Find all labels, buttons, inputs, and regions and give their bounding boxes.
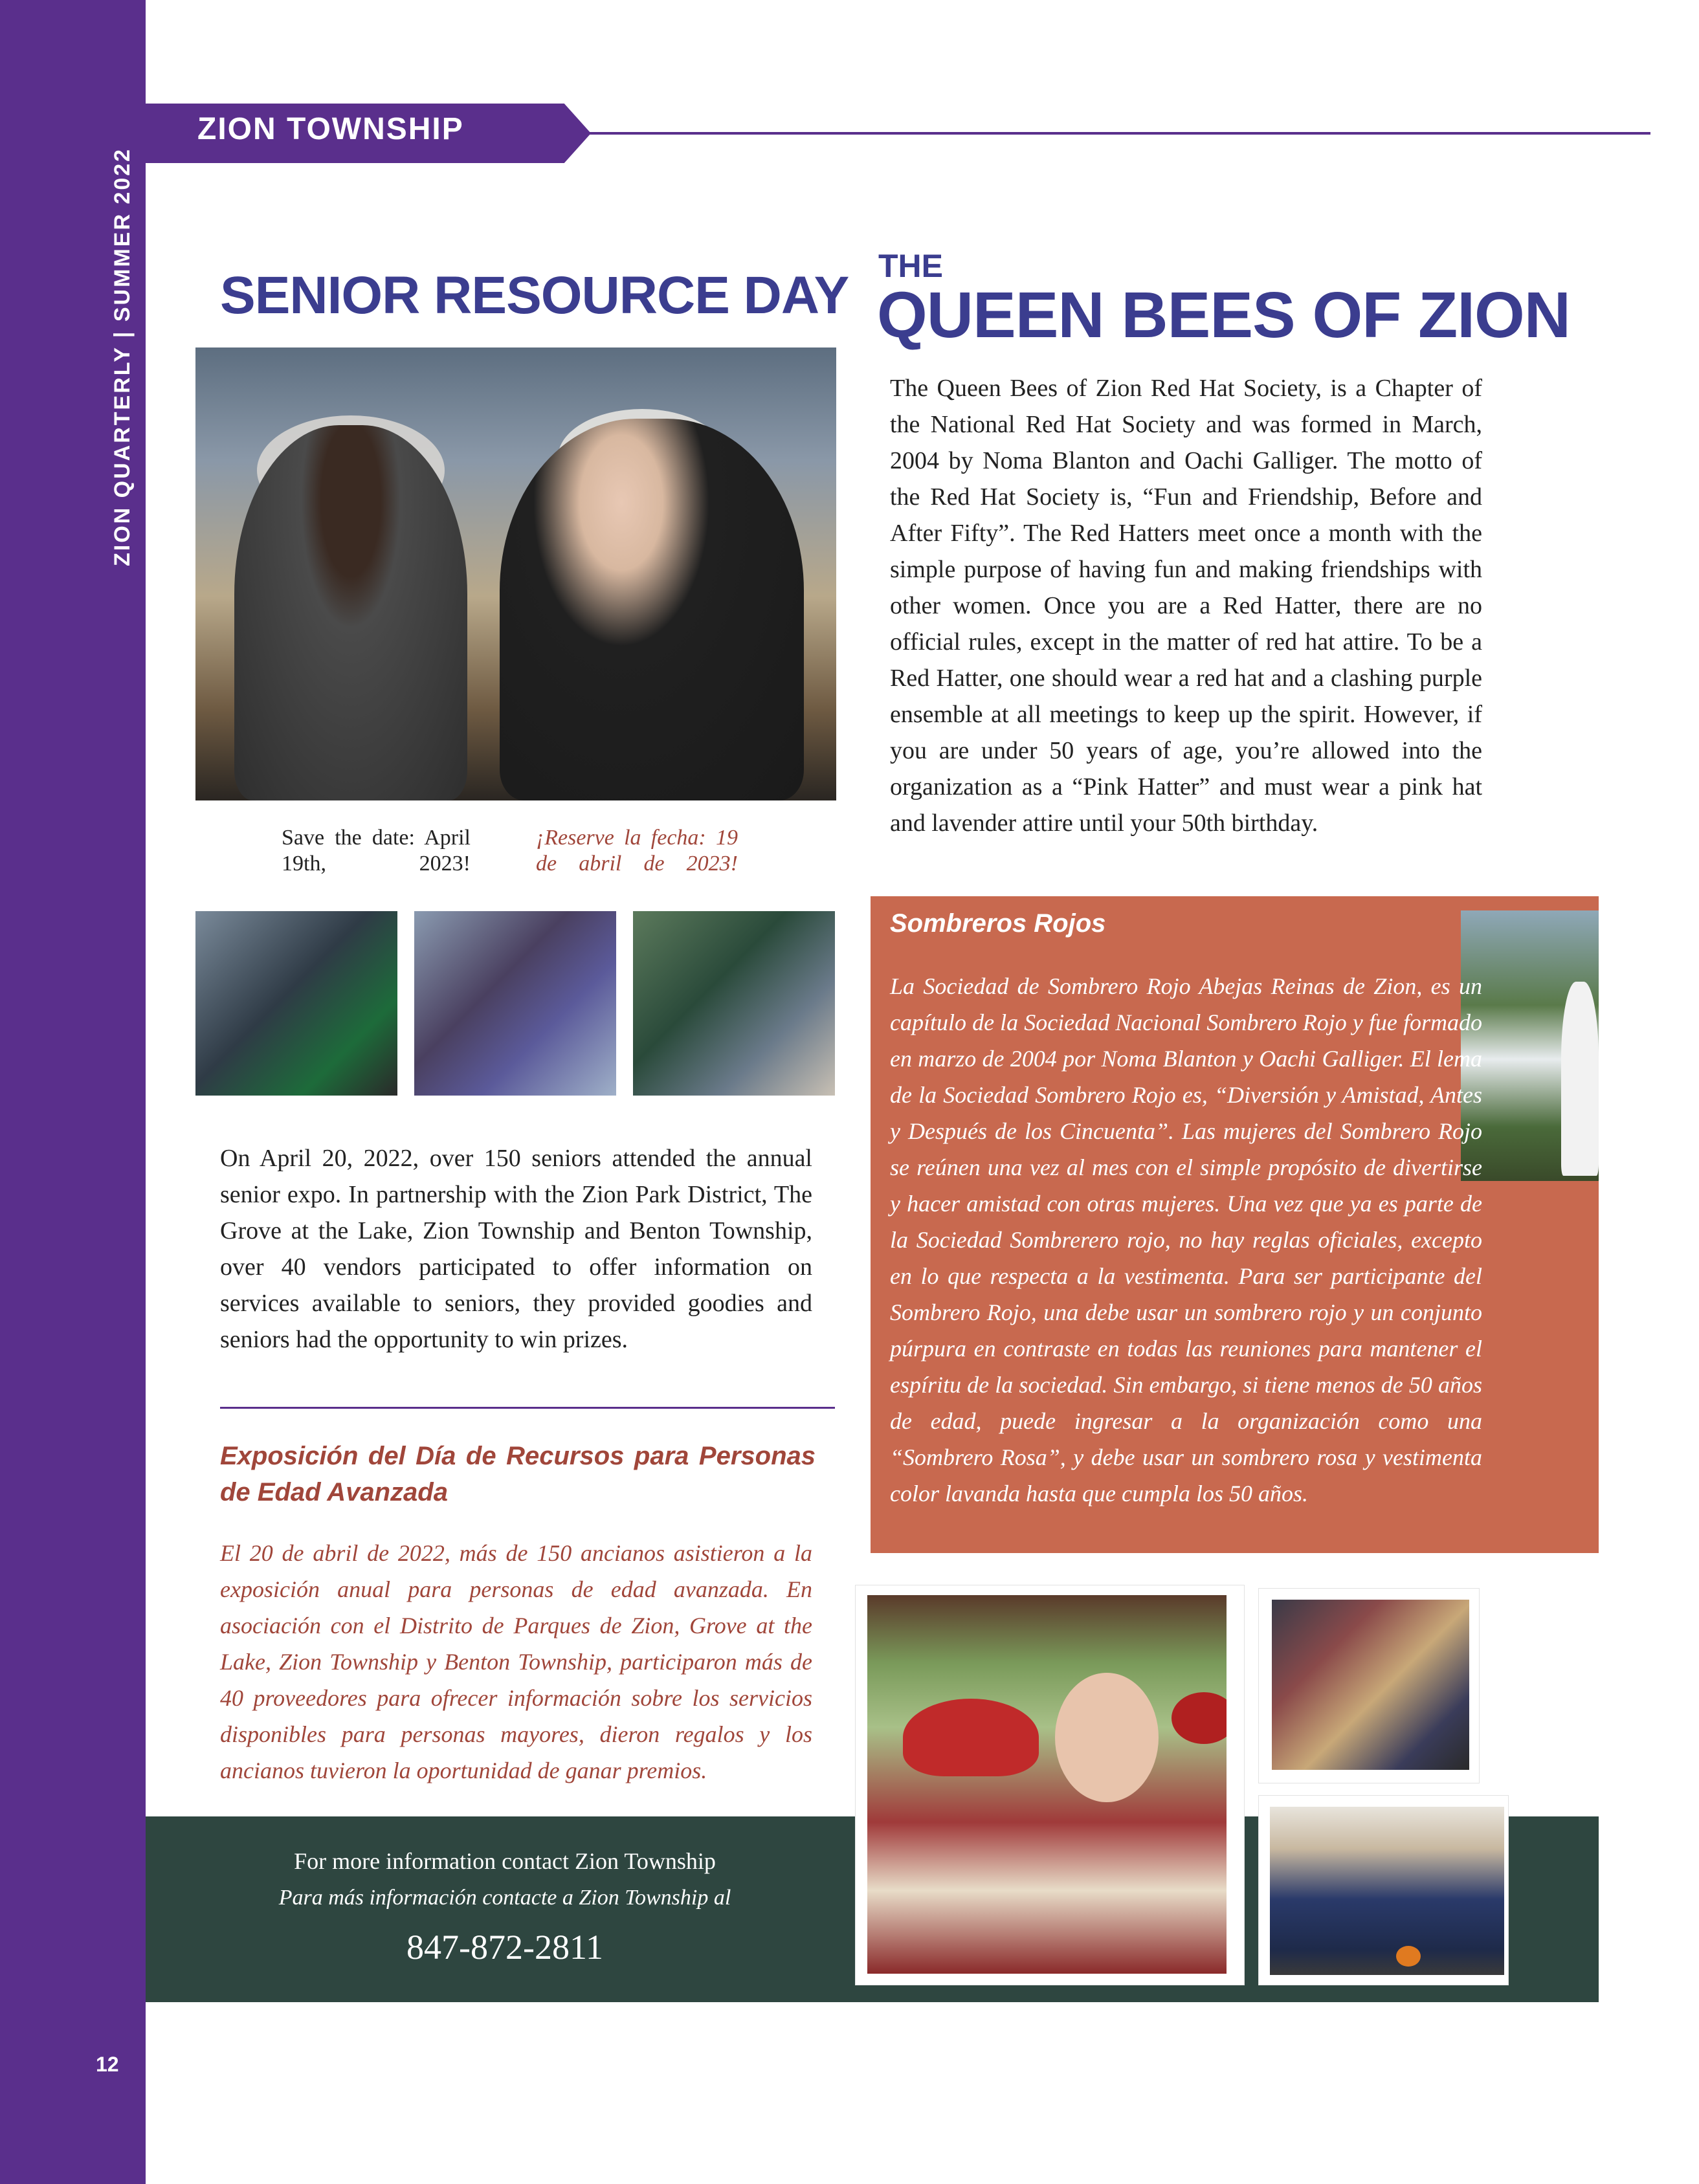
queen-bees-body-english: The Queen Bees of Zion Red Hat Society, is a Chapter of the National Red Hat Society and was formed in March, 2004 by Noma Blanton and Oachi Galliger. The motto of the Red Hat Society is, “Fun and Friendship, Before and After Fifty”. The Red Hatters meet once a month with the simple purpose of having fun and making friendships with other women. Once you are a Red Hatter, there are no official rules, except in the matter of red hat attire. To be a Red Hatter, one should wear a red hat and a clashing purple ensemble at all meetings to keep up the spirit. However, if you are under 50 years of age, you’re allowed into the organization as a “Pink Hatter” and must wear a pink hat and lavender attire until your 50th birthday.: [890, 375, 1482, 837]
contact-phone: 847-872-2811: [406, 1928, 603, 1967]
save-date-english: Save the date: April 19th, 2023!: [282, 826, 471, 876]
issue-label: ZION QUARTERLY | SUMMER 2022: [110, 147, 135, 566]
queen-bees-title: QUEEN BEES OF ZION: [877, 279, 1571, 351]
queen-bees-title-prefix: THE: [878, 248, 943, 284]
expo-photo-2: [414, 911, 616, 1096]
contact-line-english: For more information contact Zion Township: [294, 1848, 716, 1874]
page-number: 12: [96, 2053, 119, 2076]
section-banner-label: ZION TOWNSHIP: [197, 112, 464, 146]
sombreros-rojos-heading: Sombreros Rojos: [890, 909, 1106, 938]
senior-expo-body-english: On April 20, 2022, over 150 seniors attended the annual senior expo. In partnership with the Zion Park District, The Grove at the Lake, Zion Township and Benton Township, over 40 vendors participated to offer information on services available to seniors, they provided goodies and seniors had the opportunity to win prizes.: [220, 1145, 812, 1353]
sombreros-rojos-body: La Sociedad de Sombrero Rojo Abejas Reinas de Zion, es un capítulo de la Sociedad Nacional Sombrero Rojo y fue formado en marzo de 2004 por Noma Blanton y Oachi Galliger. El lema de la Sociedad Sombrero Rojo es, “Diversión y Amistad, Antes y Después de los Cincuenta”. Las mujeres del Sombrero Rojo se reúnen una vez al mes con el simple propósito de divertirse y hacer amistad con otras mujeres. Una vez que ya es parte de la Sociedad Sombrerero rojo, no hay reglas oficiales, excepto en lo que respecta a la vestimenta. Para ser participante del Sombrero Rojo, una debe usar un sombrero rojo y un conjunto púrpura en contraste en todas las reuniones para mantener el espíritu de la sociedad. Sin embargo, si tiene menos de 50 años de edad, puede ingresar a la organización como una “Sombrero Rosa”, y debe usar un sombrero rosa y vestimenta color lavanda hasta que cumpla los 50 años.: [890, 973, 1482, 1506]
contact-line-spanish: Para más información contacte a Zion Township al: [278, 1886, 731, 1910]
red-hat-dinner-photo: [1272, 1600, 1469, 1770]
header-rule: [586, 132, 1650, 135]
expo-heading-spanish: Exposición del Día de Recursos para Personas de Edad Avanzada: [220, 1442, 816, 1506]
red-hat-group-photo: [1270, 1807, 1504, 1975]
red-hat-women-photo: [867, 1595, 1227, 1974]
senior-women-photo: [195, 347, 836, 800]
save-date-spanish: ¡Reserve la fecha: 19 de abril de 2023!: [536, 826, 738, 876]
expo-photo-3: [633, 911, 835, 1096]
section-divider: [220, 1407, 835, 1409]
senior-resource-day-title: SENIOR RESOURCE DAY: [220, 266, 849, 325]
senior-expo-body-spanish: El 20 de abril de 2022, más de 150 ancianos asistieron a la exposición anual para personas de edad avanzada. En asociación con el Distrito de Parques de Zion, Grove at the Lake, Zion Township y Benton Township, participaron más de 40 proveedores para ofrecer información sobre los servicios disponibles para personas mayores, dieron regalos y los ancianos tuvieron la oportunidad de ganar premios.: [220, 1540, 812, 1783]
expo-photo-1: [195, 911, 397, 1096]
